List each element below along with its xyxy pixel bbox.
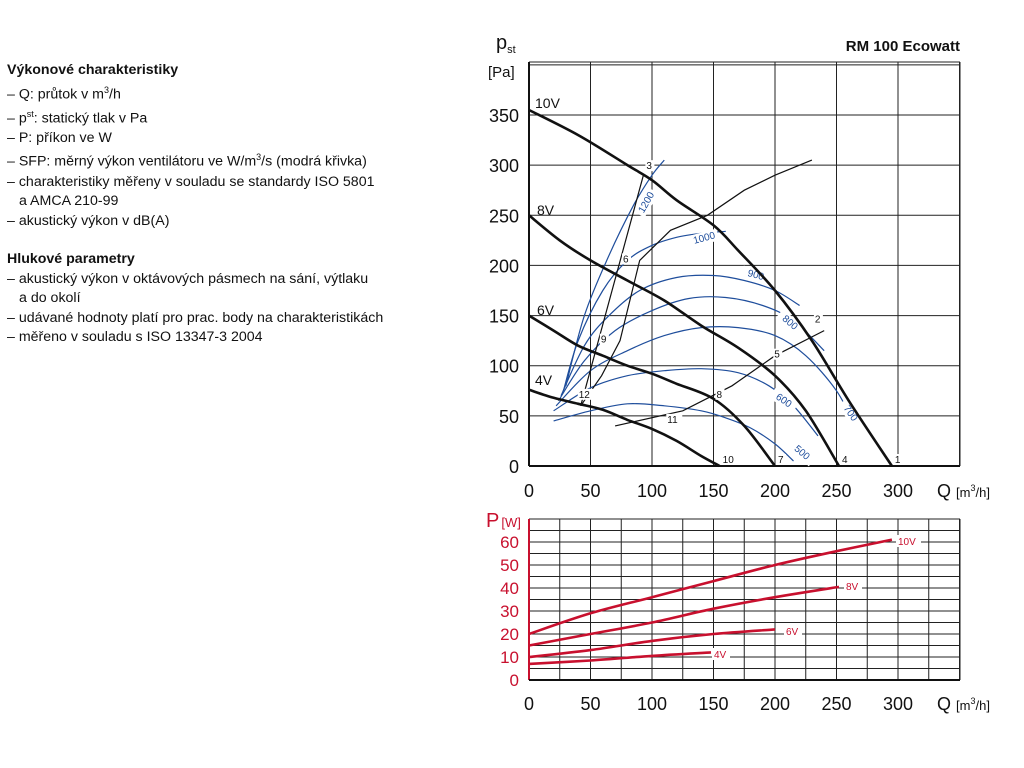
x-tick-label: 200 xyxy=(759,481,791,501)
y-tick-label: 250 xyxy=(488,206,519,227)
x-tick-label: 250 xyxy=(821,481,852,501)
operating-point-label: 7 xyxy=(778,455,784,466)
operating-point-label: 10 xyxy=(722,455,734,466)
x-tick-label: 0 xyxy=(523,481,535,501)
operating-point-label: 3 xyxy=(646,161,652,173)
noise-item: – akustický výkon v oktávových pásmech na sání, výtlaku xyxy=(7,270,369,287)
fan-curve-8V xyxy=(529,215,839,466)
y-tick-label: 200 xyxy=(488,256,519,277)
y-axis-unit: [W] xyxy=(501,515,521,530)
y-axis-title-sub: st xyxy=(507,44,516,56)
power-chart xyxy=(486,510,990,714)
y-tick-label: 10 xyxy=(500,648,519,667)
performance-item: – charakteristiky měřeny v souladu se standardy ISO 5801 xyxy=(7,173,375,190)
x-tick-label: 50 xyxy=(580,694,601,714)
performance-item: – SFP: měrný výkon ventilátoru ve $W/m^3/s$ (modrá křivka) xyxy=(7,152,367,171)
x-axis-unit: [m xyxy=(956,485,971,500)
performance-item: – Q: průtok v $m^3/h$ xyxy=(7,84,121,103)
sfp-curve-label: 500 xyxy=(791,443,812,463)
performance-heading: Výkonové charakteristiky xyxy=(7,62,179,78)
sfp-curve-label: 700 xyxy=(840,403,860,424)
fan-curve-label: 4V xyxy=(535,372,553,388)
sfp-curve-label: 1200 xyxy=(636,190,658,216)
y-tick-label: 300 xyxy=(488,156,519,177)
fan-curve-label: 10V xyxy=(535,95,560,111)
power-curve-label: 8V xyxy=(846,582,859,593)
y-tick-label: 60 xyxy=(500,533,519,552)
sfp-curve-label: 900 xyxy=(746,268,766,284)
x-axis-unit: [m xyxy=(956,698,971,713)
x-tick-label: 250 xyxy=(821,694,852,714)
x-tick-label: 100 xyxy=(636,694,668,714)
x-tick-label: 150 xyxy=(698,694,729,714)
y-axis-unit: [Pa] xyxy=(488,64,515,81)
x-tick-label: 300 xyxy=(882,694,914,714)
x-tick-label: 150 xyxy=(698,481,729,501)
x-tick-label: 300 xyxy=(882,481,914,501)
operating-point-label: 9 xyxy=(600,334,607,346)
x-axis-unit-end: /h] xyxy=(975,485,990,500)
y-tick-label: 50 xyxy=(500,556,519,575)
x-tick-label: 100 xyxy=(636,481,668,501)
operating-point-label: 4 xyxy=(841,455,848,466)
x-tick-label: 0 xyxy=(523,694,535,714)
y-tick-label: 50 xyxy=(498,406,519,427)
operating-point-label: 12 xyxy=(578,389,590,401)
sfp-curve-label: 600 xyxy=(773,391,794,411)
power-curve-label: 4V xyxy=(714,650,727,661)
y-axis-title: $p_{st}$ xyxy=(496,32,516,56)
operating-point-label: 1 xyxy=(894,455,901,466)
y-axis-title: P [W] xyxy=(486,510,521,532)
performance-item: a AMCA 210-99 xyxy=(19,193,119,210)
operating-point-label: 6 xyxy=(623,254,629,266)
noise-item: a do okolí xyxy=(19,290,81,307)
noise-heading: Hlukové parametry xyxy=(7,251,135,268)
power-curve-label: 10V xyxy=(898,537,916,548)
x-tick-label: 50 xyxy=(580,481,601,501)
x-axis-title: Q [$m^3_{/h]}$ xyxy=(937,694,990,714)
x-tick-label: 200 xyxy=(759,694,791,714)
fan-curve-4V xyxy=(529,390,720,466)
y-tick-label: 0 xyxy=(509,671,519,690)
chart-title: RM 100 Ecowatt xyxy=(845,38,960,55)
y-tick-label: 350 xyxy=(488,106,519,126)
power-curve-label: 6V xyxy=(786,627,799,638)
y-tick-label: 30 xyxy=(500,602,519,621)
sfp-curve-500 xyxy=(554,404,794,461)
x-axis-title: Q [$m^3_{/h]}$ xyxy=(937,481,990,501)
y-tick-label: 20 xyxy=(500,625,519,644)
x-axis-unit-end: /h] xyxy=(975,698,990,713)
sfp-curve-label: 800 xyxy=(779,313,800,333)
y-tick-label: 40 xyxy=(500,579,519,598)
performance-item: – P: příkon ve W xyxy=(7,129,112,146)
x-axis-unit-sup: 3 xyxy=(970,483,976,493)
y-tick-label: 100 xyxy=(488,356,519,377)
y-tick-label: 0 xyxy=(508,457,519,477)
y-tick-label: 150 xyxy=(488,306,519,327)
fan-curve-label: 8V xyxy=(537,202,555,218)
noise-item: – měřeno v souladu s ISO 13347-3 2004 xyxy=(7,329,263,346)
static-pressure-chart xyxy=(488,32,990,501)
performance-item: – $p^{st}$: statický tlak v Pa xyxy=(7,108,148,127)
noise-item: – udávané hodnoty platí pro prac. body na charakteristikách xyxy=(7,309,384,326)
x-axis-unit-sup: 3 xyxy=(970,696,976,706)
performance-item: – akustický výkon v dB(A) xyxy=(7,212,170,229)
sfp-curve-900 xyxy=(561,275,800,396)
sfp-curve-label: 1000 xyxy=(692,230,717,247)
operating-point-label: 5 xyxy=(774,349,780,361)
fan-curve-label: 6V xyxy=(537,302,555,318)
operating-point-label: 11 xyxy=(667,414,678,426)
operating-point-label: 8 xyxy=(716,389,723,401)
operating-point-label: 2 xyxy=(814,314,821,326)
